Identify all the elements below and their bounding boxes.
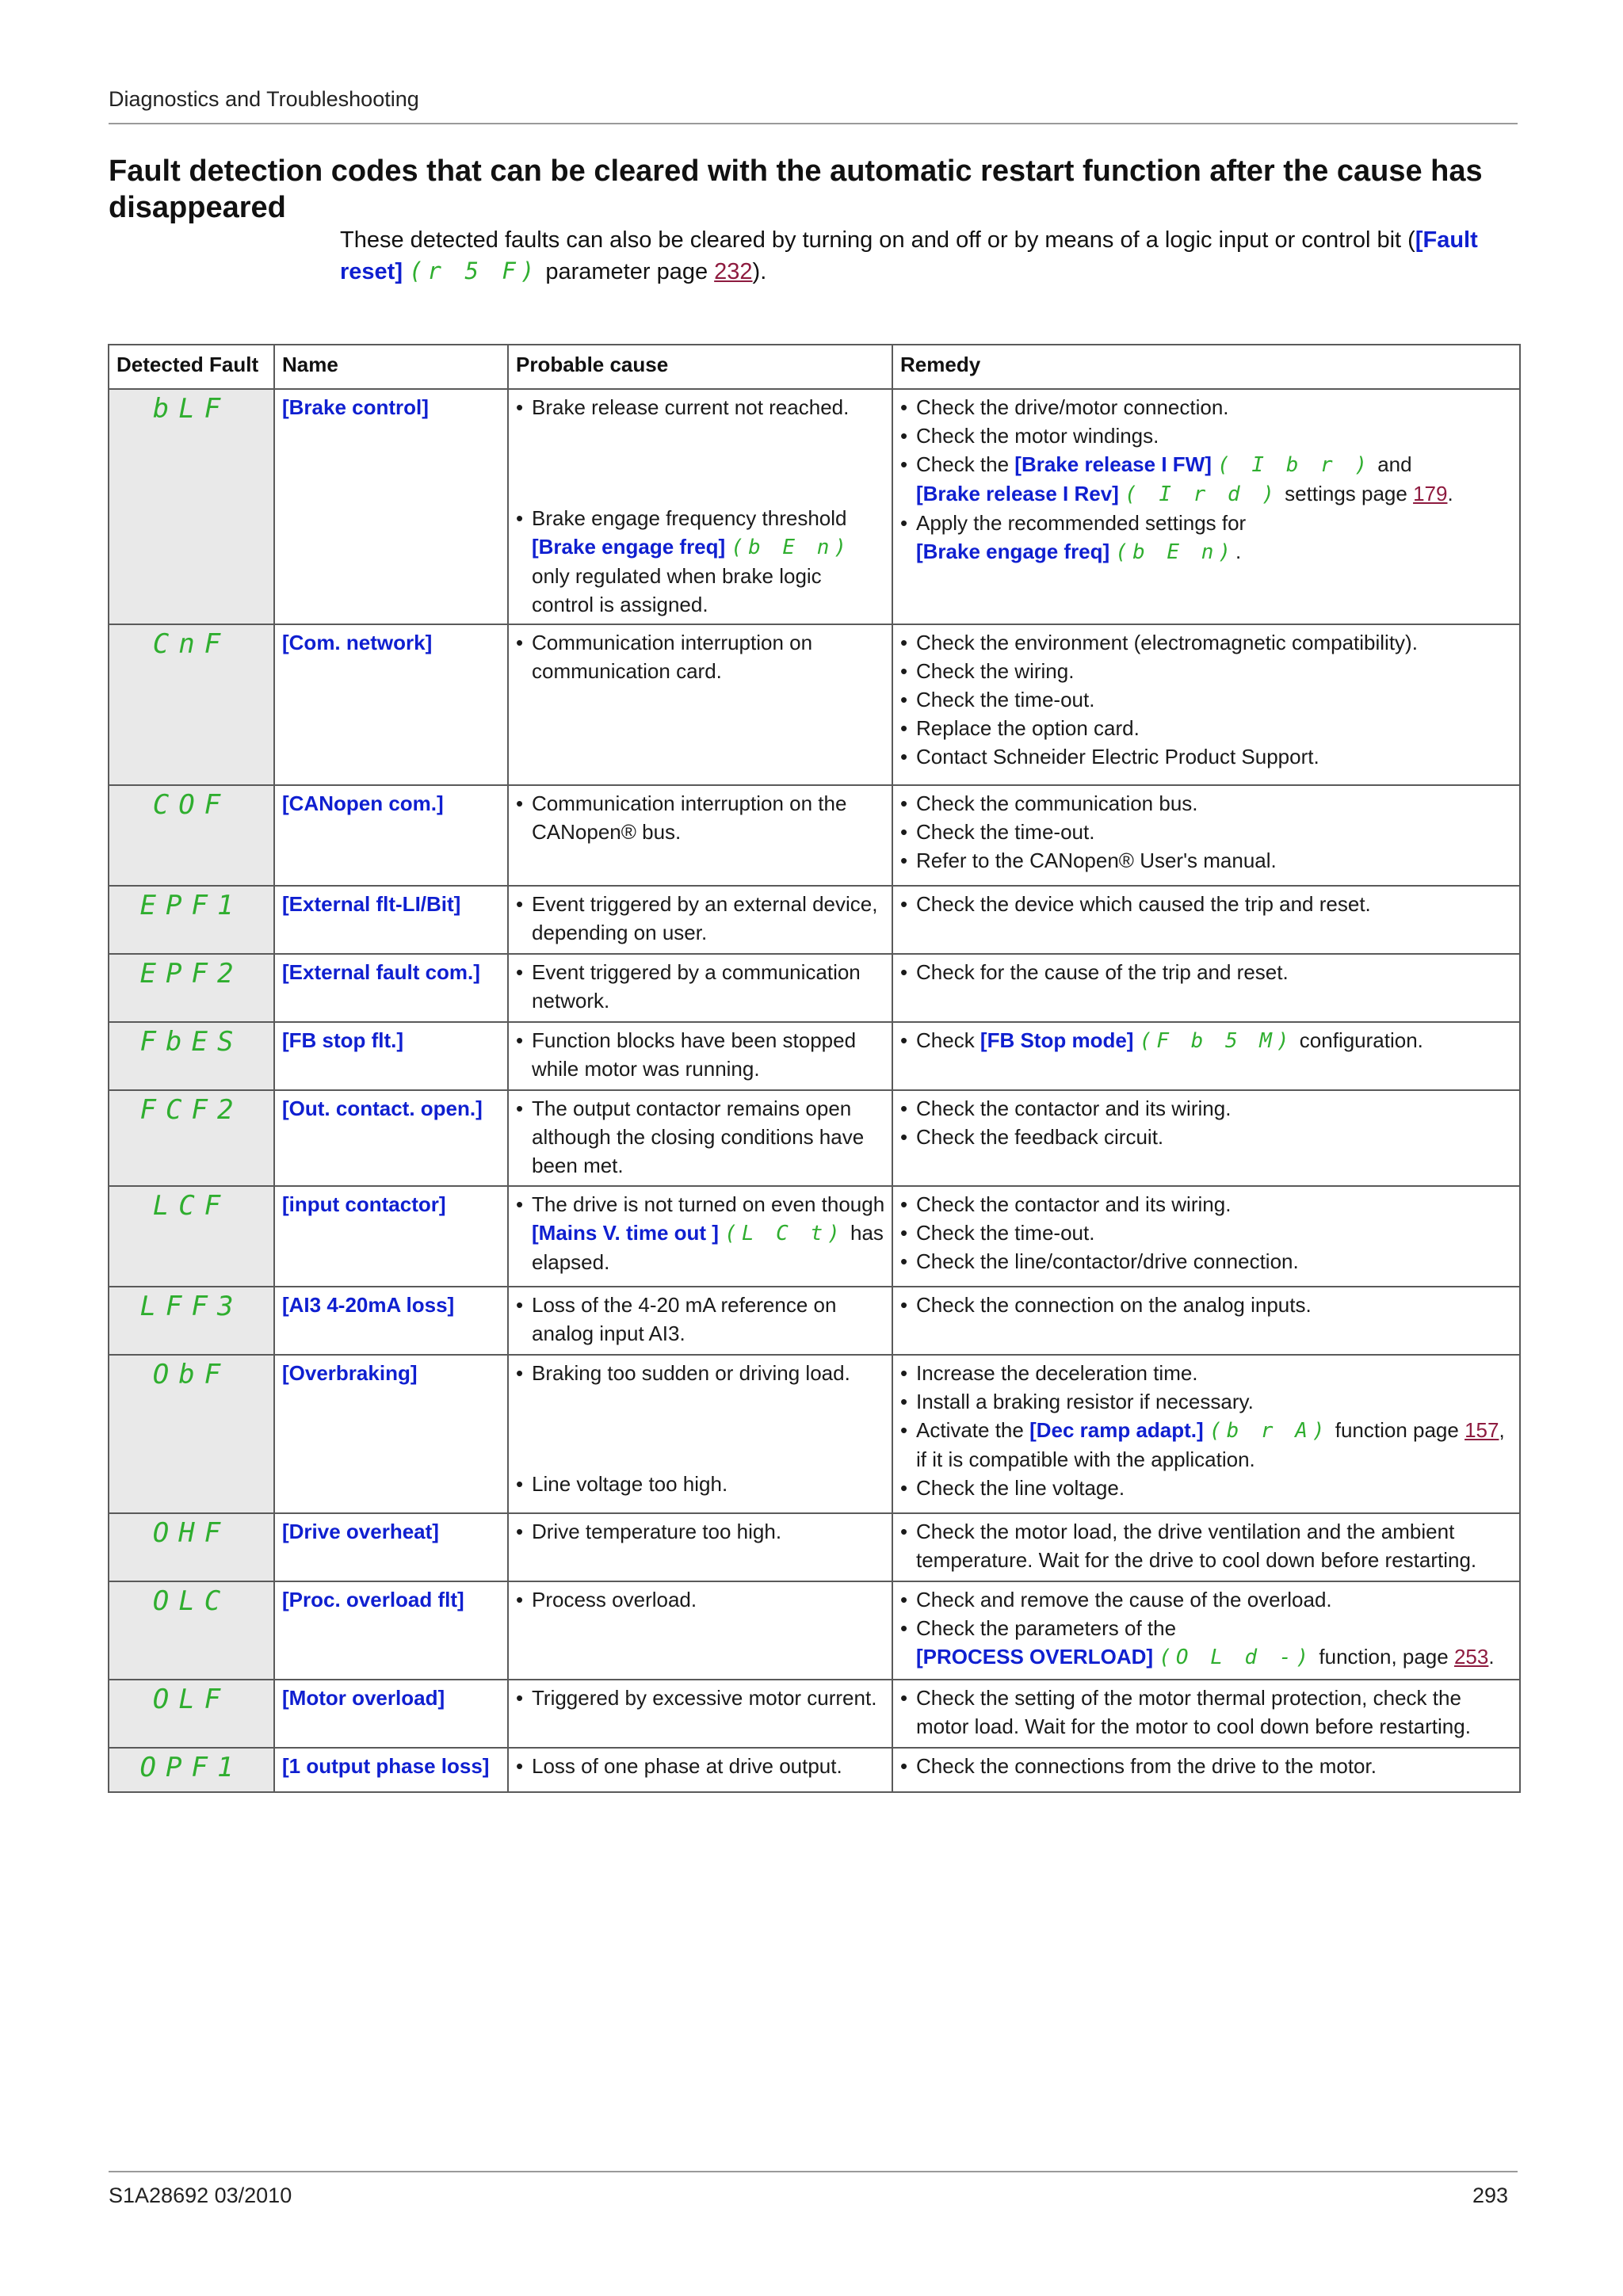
cause-item: • Loss of one phase at drive output. — [516, 1752, 885, 1780]
cause-item: • The drive is not turned on even though [Mains V. time out ] (L C t) has elapsed. — [516, 1190, 885, 1276]
probable-cause — [508, 1186, 892, 1287]
table-row — [109, 1748, 1520, 1792]
fault-code: OHF — [109, 1513, 274, 1581]
cause-item: • Event triggered by a communication network. — [516, 958, 885, 1015]
cause-item: • Drive temperature too high. — [516, 1517, 885, 1546]
fault-code: FbES — [109, 1022, 274, 1090]
remedy — [892, 886, 1520, 954]
fault-name: [Out. contact. open.] — [274, 1090, 508, 1186]
probable-cause — [508, 785, 892, 886]
fault-code: EPF1 — [109, 886, 274, 954]
fault-reset-code: (r 5 F) — [409, 257, 540, 284]
remedy-item: • Check the line voltage. — [900, 1474, 1513, 1502]
remedy — [892, 1748, 1520, 1792]
fault-code: COF — [109, 785, 274, 886]
remedy — [892, 1581, 1520, 1680]
cause-item: • Loss of the 4-20 mA reference on analog input AI3. — [516, 1291, 885, 1348]
cause-item: • Braking too sudden or driving load. — [516, 1359, 885, 1387]
probable-cause — [508, 1090, 892, 1186]
remedy-item: • Check the setting of the motor thermal protection, check the motor load. Wait for the motor to cool down before restarting. — [900, 1684, 1513, 1741]
remedy-item: • Check the time-out. — [900, 685, 1513, 714]
probable-cause — [508, 954, 892, 1022]
param-code: (F b 5 M) — [1139, 1029, 1294, 1053]
fault-name: [Drive overheat] — [274, 1513, 508, 1581]
param-code: (b E n) — [1115, 540, 1235, 564]
cause-item: • Brake release current not reached. — [516, 393, 885, 421]
remedy-item: • Check the environment (electromagnetic compatibility). — [900, 628, 1513, 657]
fault-code: EPF2 — [109, 954, 274, 1022]
param-code: (O L d -) — [1159, 1646, 1314, 1669]
cause-item: • Line voltage too high. — [516, 1470, 885, 1498]
cause-item: • Function blocks have been stopped while motor was running. — [516, 1026, 885, 1083]
probable-cause — [508, 1513, 892, 1581]
remedy — [892, 1287, 1520, 1355]
probable-cause — [508, 886, 892, 954]
remedy-item: • Check the feedback circuit. — [900, 1123, 1513, 1151]
param-link[interactable]: [FB Stop mode] — [980, 1028, 1134, 1052]
intro-text-2: parameter page — [539, 259, 715, 284]
cause-item: • Triggered by excessive motor current. — [516, 1684, 885, 1712]
page-link[interactable]: 157 — [1465, 1418, 1499, 1442]
remedy-item: • Check the connections from the drive to the motor. — [900, 1752, 1513, 1780]
param-link[interactable]: [Brake engage freq] — [916, 540, 1110, 563]
probable-cause — [508, 1355, 892, 1513]
probable-cause — [508, 1581, 892, 1680]
remedy-item: • Check the time-out. — [900, 818, 1513, 846]
remedy-item: • Apply the recommended settings for [Brake engage freq] (b E n). — [900, 509, 1513, 566]
section-title: Fault detection codes that can be cleared with the automatic restart function after the cause has disappeared — [109, 154, 1483, 224]
fault-name: [CANopen com.] — [274, 785, 508, 886]
header-probable-cause: Probable cause — [508, 345, 892, 389]
remedy-item: • Replace the option card. — [900, 714, 1513, 742]
table-row — [109, 1186, 1520, 1287]
remedy-item: • Check the time-out. — [900, 1219, 1513, 1247]
remedy — [892, 624, 1520, 785]
remedy — [892, 1680, 1520, 1748]
fault-name: [AI3 4-20mA loss] — [274, 1287, 508, 1355]
fault-name: [External flt-LI/Bit] — [274, 886, 508, 954]
remedy — [892, 1355, 1520, 1513]
remedy-item: • Check the contactor and its wiring. — [900, 1190, 1513, 1219]
remedy-item: • Check the device which caused the trip and reset. — [900, 890, 1513, 918]
header-name: Name — [274, 345, 508, 389]
table-row — [109, 1581, 1520, 1680]
remedy — [892, 785, 1520, 886]
param-code: (b E n) — [731, 536, 851, 559]
fault-name: [1 output phase loss] — [274, 1748, 508, 1792]
intro-text: These detected faults can also be cleared by turning on and off or by means of a logic input or control bit ( — [340, 227, 1415, 253]
cause-item: • Communication interruption on communication card. — [516, 628, 885, 685]
fault-code: LCF — [109, 1186, 274, 1287]
param-code: (L C t) — [724, 1222, 845, 1245]
table-row — [109, 1287, 1520, 1355]
fault-name: [Overbraking] — [274, 1355, 508, 1513]
remedy-item: • Check and remove the cause of the overload. — [900, 1585, 1513, 1614]
remedy-item: • Check the drive/motor connection. — [900, 393, 1513, 421]
remedy-item: • Install a braking resistor if necessary. — [900, 1387, 1513, 1416]
remedy-item: • Check the motor load, the drive ventilation and the ambient temperature. Wait for the drive to cool down before restarting. — [900, 1517, 1513, 1574]
header-detected-fault: Detected Fault — [109, 345, 274, 389]
table-row — [109, 1513, 1520, 1581]
table-row — [109, 389, 1520, 624]
remedy-item: • Check the communication bus. — [900, 789, 1513, 818]
probable-cause — [508, 1748, 892, 1792]
table-row — [109, 1680, 1520, 1748]
param-link[interactable]: [Brake engage freq] — [532, 535, 726, 559]
fault-name: [Brake control] — [274, 389, 508, 624]
probable-cause — [508, 1022, 892, 1090]
param-link[interactable]: [Brake release I Rev] — [916, 482, 1119, 505]
remedy-item: • Activate the [Dec ramp adapt.] (b r A) function page 157, if it is compatible with the application. — [900, 1416, 1513, 1474]
remedy-item: • Check the connection on the analog inputs. — [900, 1291, 1513, 1319]
remedy — [892, 1022, 1520, 1090]
fault-table — [108, 344, 1521, 1793]
fault-code: CnF — [109, 624, 274, 785]
remedy-item: • Check [FB Stop mode] (F b 5 M) configuration. — [900, 1026, 1513, 1055]
remedy-item: • Check the wiring. — [900, 657, 1513, 685]
probable-cause — [508, 389, 892, 624]
remedy-item: • Contact Schneider Electric Product Support. — [900, 742, 1513, 771]
intro-text-3: ). — [752, 259, 767, 284]
table-row — [109, 954, 1520, 1022]
page-number: 293 — [1472, 2183, 1508, 2207]
param-link[interactable]: [Dec ramp adapt.] — [1029, 1418, 1204, 1442]
remedy-item: • Increase the deceleration time. — [900, 1359, 1513, 1387]
header-rule — [109, 123, 1518, 124]
cause-item: • The output contactor remains open although the closing conditions have been met. — [516, 1094, 885, 1180]
remedy-item: • Check for the cause of the trip and reset. — [900, 958, 1513, 986]
fault-name: [Motor overload] — [274, 1680, 508, 1748]
fault-code: OPF1 — [109, 1748, 274, 1792]
fault-name: [FB stop flt.] — [274, 1022, 508, 1090]
remedy-item: • Check the line/contactor/drive connection. — [900, 1247, 1513, 1276]
running-header: Diagnostics and Troubleshooting — [109, 87, 419, 111]
table-header-row — [109, 345, 1520, 389]
cause-item: • Communication interruption on the CANopen® bus. — [516, 789, 885, 846]
table-row — [109, 886, 1520, 954]
table-row — [109, 1022, 1520, 1090]
table-row — [109, 1090, 1520, 1186]
fault-name: [External fault com.] — [274, 954, 508, 1022]
param-code: ( I r d ) — [1125, 482, 1279, 506]
table-row — [109, 785, 1520, 886]
remedy-item: • Check the parameters of the [PROCESS OVERLOAD] (O L d -) function, page 253. — [900, 1614, 1513, 1672]
fault-code: LFF3 — [109, 1287, 274, 1355]
param-code: (b r A) — [1209, 1419, 1330, 1443]
fault-code: OLC — [109, 1581, 274, 1680]
remedy — [892, 1513, 1520, 1581]
param-link[interactable]: [Brake release I FW] — [1014, 452, 1212, 476]
cause-item: • Process overload. — [516, 1585, 885, 1614]
fault-code: ObF — [109, 1355, 274, 1513]
param-link[interactable]: [Mains V. time out ] — [532, 1221, 719, 1245]
probable-cause — [508, 1680, 892, 1748]
fault-name: [input contactor] — [274, 1186, 508, 1287]
fault-name: [Com. network] — [274, 624, 508, 785]
remedy-item: • Check the [Brake release I FW] ( I b r ) and [Brake release I Rev] ( I r d ) settings page 179. — [900, 450, 1513, 509]
param-code: ( I b r ) — [1217, 453, 1372, 477]
remedy — [892, 1186, 1520, 1287]
table-row — [109, 1355, 1520, 1513]
remedy — [892, 389, 1520, 624]
probable-cause — [508, 1287, 892, 1355]
fault-code: bLF — [109, 389, 274, 624]
remedy-item: • Refer to the CANopen® User's manual. — [900, 846, 1513, 875]
remedy — [892, 1090, 1520, 1186]
fault-reset-param[interactable]: [Fault reset] — [340, 227, 1478, 284]
fault-name: [Proc. overload flt] — [274, 1581, 508, 1680]
intro-paragraph — [340, 225, 1529, 288]
page-link[interactable]: 253 — [1453, 1645, 1489, 1669]
footer-rule — [109, 2171, 1518, 2172]
header-remedy: Remedy — [892, 345, 1520, 389]
remedy — [892, 954, 1520, 1022]
document-reference: S1A28692 03/2010 — [109, 2183, 292, 2207]
cause-item: • Brake engage frequency threshold [Brake engage freq] (b E n) only regulated when brake logic control is assigned. — [516, 504, 885, 619]
table-row — [109, 624, 1520, 785]
fault-code: FCF2 — [109, 1090, 274, 1186]
cause-item: • Event triggered by an external device, depending on user. — [516, 890, 885, 947]
page-link-232[interactable]: 232 — [714, 259, 753, 284]
remedy-item: • Check the motor windings. — [900, 421, 1513, 450]
probable-cause — [508, 624, 892, 785]
page-link[interactable]: 179 — [1413, 482, 1448, 505]
fault-code: OLF — [109, 1680, 274, 1748]
remedy-item: • Check the contactor and its wiring. — [900, 1094, 1513, 1123]
param-link[interactable]: [PROCESS OVERLOAD] — [916, 1645, 1154, 1669]
